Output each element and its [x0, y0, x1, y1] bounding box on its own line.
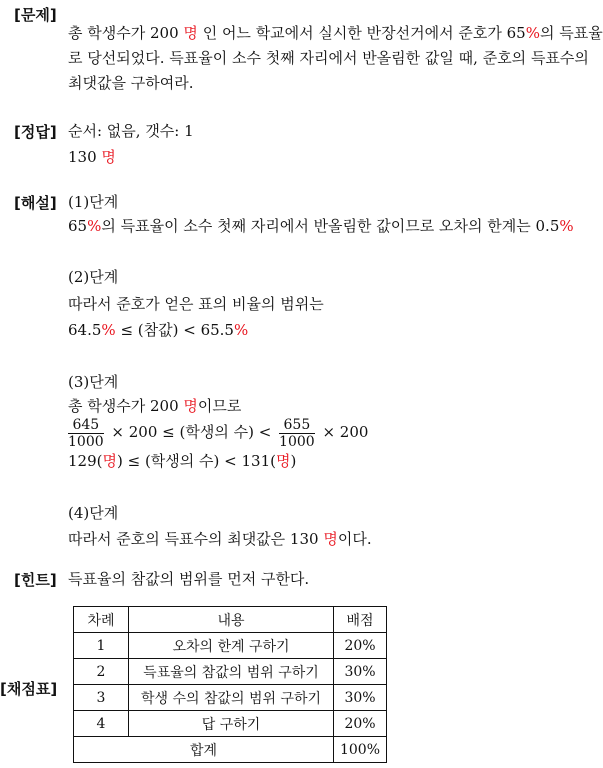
problem-line-1: 총 학생수가 200 명 인 어느 학교에서 실시한 반장선거에서 준호가 65%의 득표율: [68, 24, 603, 42]
solution-label: [해설]: [14, 194, 57, 212]
step-3-result: 129(명) ≤ (학생의 수) < 131(명): [68, 452, 297, 470]
step-4-heading: (4)단계: [68, 504, 119, 522]
hint-text: 득표율의 참값의 범위를 먼저 구한다.: [68, 570, 310, 588]
table-total-row: [74, 737, 387, 763]
table-row: 1 오차의 한계 구하기 20%: [74, 633, 387, 659]
answer-label: [정답]: [14, 123, 57, 141]
header-points: 배점: [334, 607, 387, 633]
problem-label: [문제]: [14, 6, 57, 24]
header-order: 차례: [74, 607, 129, 633]
rubric-label: [채점표]: [0, 680, 58, 698]
step-1-text: 65%의 득표율이 소수 첫째 자리에서 반올림한 값이므로 오차의 한계는 0.5%: [68, 217, 574, 235]
step-3-text: 총 학생수가 200 명이므로: [68, 397, 242, 415]
step-3-heading: (3)단계: [68, 373, 119, 391]
hint-label: [힌트]: [14, 571, 57, 589]
table-row: 3 학생 수의 참값의 범위 구하기 30%: [74, 685, 387, 711]
fraction-645-1000: $\frac{645}{1000}$: [68, 416, 104, 450]
fraction-655-1000: $\frac{655}{1000}$: [279, 416, 315, 450]
step-3-fraction-line: $\frac{645}{1000}$ × 200 ≤ (학생의 수) < $\frac{655}{1000}$ × 200: [68, 416, 369, 450]
step-2-range: 64.5% ≤ (참값) < 65.5%: [68, 321, 249, 339]
total-label: 합계: [74, 737, 334, 763]
table-row: 2 득표율의 참값의 범위 구하기 30%: [74, 659, 387, 685]
header-content: 내용: [129, 607, 334, 633]
rubric-table: [73, 606, 387, 763]
step-1-heading: (1)단계: [68, 193, 119, 211]
step-4-text: 따라서 준호의 득표수의 최댓값은 130 명이다.: [68, 530, 372, 548]
answer-line-1: 순서: 없음, 갯수: 1: [68, 122, 194, 140]
answer-line-2: 130 명: [68, 148, 116, 166]
step-2-heading: (2)단계: [68, 268, 119, 286]
problem-line-3: 최댓값을 구하여라.: [68, 74, 194, 92]
step-2-text: 따라서 준호가 얻은 표의 비율의 범위는: [68, 295, 324, 313]
table-header-row: [74, 607, 387, 633]
total-value: 100%: [334, 737, 387, 763]
table-row: 4 답 구하기 20%: [74, 711, 387, 737]
problem-line-2: 로 당선되었다. 득표율이 소수 첫째 자리에서 반올림한 값일 때, 준호의 득표수의: [68, 49, 589, 67]
